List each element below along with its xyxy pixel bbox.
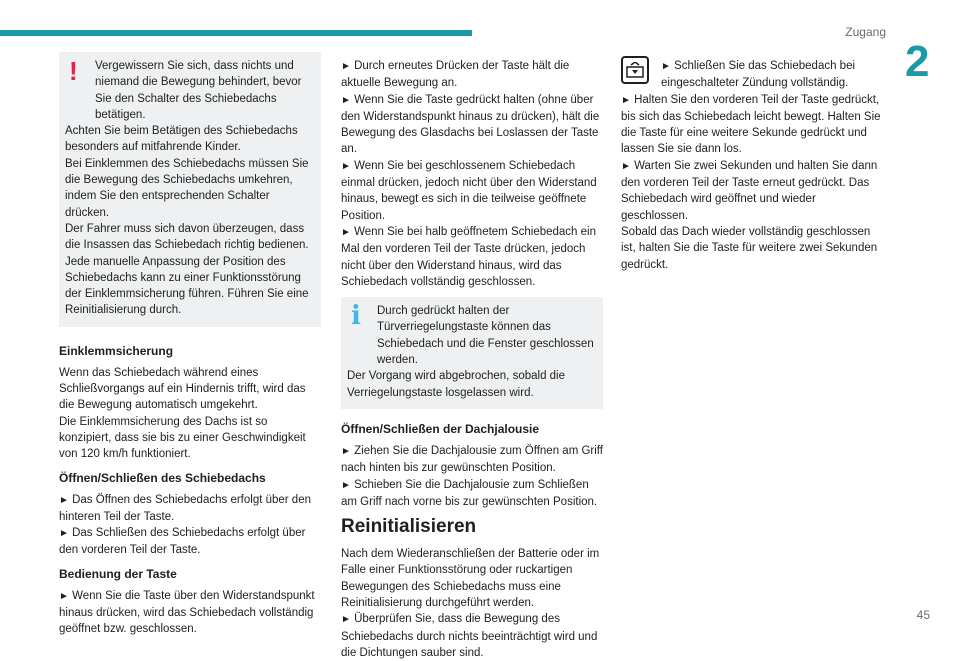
warning-box [59,52,321,327]
section-title: Zugang [845,25,886,39]
bullet-item: ► Durch erneutes Drücken der Taste hält die aktuelle Bewegung an. [341,60,570,90]
arrow-bullet-icon: ► [621,160,631,172]
paragraph: Wenn das Schiebedach während eines Schließvorgangs auf ein Hindernis trifft, wird das die Bewegung automatisch umgekehrt. [59,366,306,412]
info-icon: i [351,301,361,332]
bullet-item: ► Ziehen Sie die Dachjalousie zum Öffnen am Griff nach hinten bis zur gewünschten Position. [341,444,603,475]
warning-line: Bei Einklemmen des Schiebedachs müssen Sie die Bewegung des Schiebedachs umkehren, indem Sie den entsprechenden Schalter drücken. [65,157,309,219]
arrow-bullet-icon: ► [59,590,69,602]
column-1 [59,52,321,638]
bullet-item: ► Wenn Sie die Taste über den Widerstandspunkt hinaus drücken, wird das Schiebedach vollständig geöffnet bzw. geschlossen. [59,589,315,636]
heading-oeffnen-schiebedach: Öffnen/Schließen des Schiebedachs [59,470,266,485]
info-text: Der Vorgang wird abgebrochen, sobald die Verriegelungstaste losgelassen wird. [347,370,566,399]
paragraph: Sobald das Dach wieder vollständig geschlossen ist, halten Sie die Taste für weitere zwei Sekunden gedrückt. [621,225,878,271]
bullet-item: ► Wenn Sie bei halb geöffnetem Schiebedach ein Mal den vorderen Teil der Taste drücken, jedoch nicht über den Widerstand hinaus, wird das Schiebedach vollständig geschlossen. [341,225,596,288]
column-3 [621,52,883,273]
arrow-bullet-icon: ► [621,94,631,106]
arrow-bullet-icon: ► [341,160,351,172]
warning-line: Jede manuelle Anpassung der Position des Schiebedachs kann zu einer Funktionsstörung der Einklemmsicherung führen. Führen Sie eine Reinitialisierung durch. [65,255,309,317]
info-box [341,297,603,409]
warning-text: Vergewissern Sie sich, dass nichts und niemand die Bewegung behindert, bevor Sie den Schalter des Schiebedachs betätigen. [95,60,302,121]
bullet-item: ► Schließen Sie das Schiebedach bei eingeschalteter Zündung vollständig. [661,60,856,90]
icon-bullet [621,52,883,92]
chapter-number: 2 [905,37,930,86]
arrow-bullet-icon: ► [341,614,351,626]
info-text: Durch gedrückt halten der Türverriegelungstaste können das Schiebedach und die Fenster geschlossen werden. [377,305,594,367]
bullet-item: ► Wenn Sie bei geschlossenem Schiebedach einmal drücken, jedoch nicht über den Widerstand hinaus, bewegt es sich in die teilweise geöffnete Position. [341,159,597,222]
paragraph: Nach dem Wiederanschließen der Batterie oder im Falle einer Funktionsstörung oder ruckartigen Bewegungen des Schiebedachs muss eine Reinitialisierung durchgeführt werden. [341,548,600,610]
bullet-item: ► Warten Sie zwei Sekunden und halten Sie dann den vorderen Teil der Taste erneut gedrückt. Das Schiebedach wird geöffnet und wieder geschlossen. [621,159,878,222]
page-number: 45 [916,608,930,622]
warning-line: Achten Sie beim Betätigen des Schiebedachs besonders auf mitfahrende Kinder. [65,125,298,154]
bullet-item: ► Wenn Sie die Taste gedrückt halten (ohne über den Widerstandspunkt hinaus zu drücken), hält die Bewegung des Glasdachs bei Loslassen der Taste an. [341,93,600,156]
arrow-bullet-icon: ► [341,479,351,491]
bullet-item: ► Das Öffnen des Schiebedachs erfolgt über den hinteren Teil der Taste. [59,493,311,523]
heading-bedienung: Bedienung der Taste [59,566,177,581]
heading-reinitialisieren: Reinitialisieren [341,516,477,538]
bullet-item: ► Das Schließen des Schiebedachs erfolgt über den vorderen Teil der Taste. [59,527,306,557]
arrow-bullet-icon: ► [341,61,351,72]
arrow-bullet-icon: ► [341,226,351,238]
bullet-item: ► Schieben Sie die Dachjalousie zum Schließen am Griff nach vorne bis zur gewünschten Position. [341,478,598,508]
arrow-bullet-icon: ► [59,528,69,540]
bullet-item: ► Überprüfen Sie, dass die Bewegung des Schiebedachs durch nichts beeinträchtigt wird und die Dichtungen sauber sind. [341,613,598,659]
heading-einklemmsicherung: Einklemmsicherung [59,343,174,358]
arrow-bullet-icon: ► [341,445,351,457]
arrow-bullet-icon: ► [661,61,671,72]
arrow-bullet-icon: ► [341,94,351,106]
column-2 [341,52,603,661]
warning-line: Der Fahrer muss sich davon überzeugen, dass die Insassen das Schiebedach richtig bedienen. [65,222,309,252]
bullet-item: ► Halten Sie den vorderen Teil der Taste gedrückt, bis sich das Schiebedach leicht bewegt. Halten Sie die Taste für eine weitere Sekunde gedrückt und lassen Sie sie dann los. [621,93,881,156]
exclamation-icon: ! [69,56,78,86]
arrow-bullet-icon: ► [59,494,69,506]
heading-jalousie: Öffnen/Schließen der Dachjalousie [341,421,540,436]
sunroof-button-icon [621,56,649,84]
paragraph: Die Einklemmsicherung des Dachs ist so konzipiert, dass sie bis zu einer Geschwindigkeit von 120 km/h funktioniert. [59,415,306,461]
header-accent-bar [0,30,472,36]
